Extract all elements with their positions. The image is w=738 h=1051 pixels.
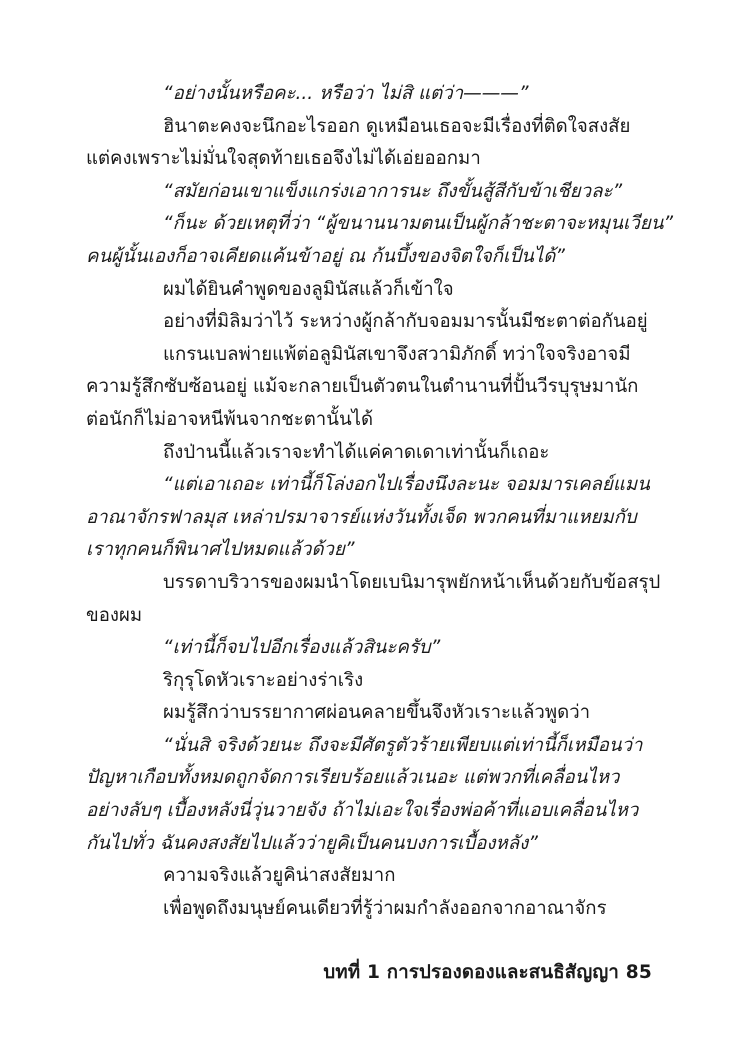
paragraph <box>86 176 652 209</box>
paragraph <box>86 78 652 111</box>
page-body <box>86 78 674 925</box>
text-line: ปัญหาเกือบทั้งหมดถูกจัดการเรียบร้อยแล้วเนอะ แต่พวกที่เคลื่อนไหว <box>86 767 620 789</box>
text-line: อาณาจักรฟาลมุส เหล่าปรมาจารย์แห่งวันทั้งเจ็ด พวกคนที่มาแหยมกับ <box>86 506 637 528</box>
paragraph <box>86 111 652 144</box>
paragraph <box>86 469 652 502</box>
chapter-title-page-number: บทที่ 1 การปรองดองและสนธิสัญญา 85 <box>323 962 652 983</box>
paragraph-continuation <box>86 404 652 437</box>
text-line: ผมได้ยินคำพูดของลูมินัสแล้วก็เข้าใจ <box>163 278 454 300</box>
text-line: “สมัยก่อนเขาแข็งแกร่งเอาการนะ ถึงขั้นสู้สีกับข้าเชียวละ” <box>163 180 623 202</box>
paragraph <box>86 730 652 763</box>
paragraph <box>86 665 652 698</box>
paragraph <box>86 567 661 600</box>
text-line: ถึงป่านนี้แล้วเราจะทำได้แค่คาดเดาเท่านั้นก็เถอะ <box>163 441 550 463</box>
text-line: บรรดาบริวารของผมนำโดยเบนิมารุพยักหน้าเห็นด้วยกับข้อสรุป <box>163 571 661 593</box>
paragraph <box>86 632 652 665</box>
paragraph-continuation <box>86 828 652 861</box>
paragraph <box>86 697 652 730</box>
text-line: “เท่านี้ก็จบไปอีกเรื่องแล้วสินะครับ” <box>163 637 441 659</box>
paragraph <box>86 437 652 470</box>
text-line: อย่างที่มิลิมว่าไว้ ระหว่างผู้กล้ากับจอมมารนั้นมีชะตาต่อกันอยู่ <box>163 311 648 333</box>
text-line: ความรู้สึกซับซ้อนอยู่ แม้จะกลายเป็นตัวตนในตำนานที่ปั้นวีรบุรุษมานัก <box>86 376 639 398</box>
text-line: อย่างลับๆ เบื้องหลังนี่วุ่นวายจัง ถ้าไม่เอะใจเรื่องพ่อค้าที่แอบเคลื่อนไหว <box>86 800 639 822</box>
text-line: ต่อนักก็ไม่อาจหนีพ้นจากชะตานั้นได้ <box>86 408 374 430</box>
paragraph <box>86 306 652 339</box>
paragraph-continuation <box>86 241 652 274</box>
text-line: ริกุรุโดหัวเราะอย่างร่าเริง <box>163 669 364 691</box>
page-footer <box>323 958 652 987</box>
text-line: คนผู้นั้นเองก็อาจเคียดแค้นข้าอยู่ ณ ก้นบึ้งของจิตใจก็เป็นได้” <box>86 245 565 267</box>
paragraph <box>86 860 652 893</box>
text-line: ความจริงแล้วยูคิน่าสงสัยมาก <box>163 865 396 887</box>
paragraph-continuation <box>86 502 652 535</box>
paragraph <box>86 339 652 372</box>
paragraph-continuation <box>86 600 652 633</box>
paragraph <box>86 893 652 926</box>
text-line: “อย่างนั้นหรือคะ... หรือว่า ไม่สิ แต่ว่า———” <box>163 83 529 104</box>
paragraph-continuation <box>86 795 652 828</box>
paragraph <box>86 274 652 307</box>
text-line: แกรนเบลพ่ายแพ้ต่อลูมินัสเขาจึงสวามิภักดิ์ ทว่าใจจริงอาจมี <box>163 343 631 365</box>
paragraph <box>86 208 674 241</box>
paragraph-continuation <box>86 534 652 567</box>
text-line: “ก็นะ ด้วยเหตุที่ว่า “ผู้ขนานนามตนเป็นผู้กล้าชะตาจะหมุนเวียน” <box>163 213 674 235</box>
text-line: ฮินาตะคงจะนึกอะไรออก ดูเหมือนเธอจะมีเรื่องที่ติดใจสงสัย <box>163 115 631 137</box>
text-line: เพื่อพูดถึงมนุษย์คนเดียวที่รู้ว่าผมกำลังออกจากอาณาจักร <box>163 897 607 919</box>
paragraph-continuation <box>86 143 652 176</box>
text-line: เราทุกคนก็พินาศไปหมดแล้วด้วย” <box>86 539 355 561</box>
text-line: ผมรู้สึกว่าบรรยากาศผ่อนคลายขึ้นจึงหัวเราะแล้วพูดว่า <box>163 702 591 724</box>
text-line: แต่คงเพราะไม่มั่นใจสุดท้ายเธอจึงไม่ได้เอ่ยออกมา <box>86 148 481 170</box>
text-line: “นั่นสิ จริงด้วยนะ ถึงจะมีศัตรูตัวร้ายเพียบแต่เท่านี้ก็เหมือนว่า <box>163 734 643 756</box>
paragraph-continuation <box>86 371 652 404</box>
text-line: ของผม <box>86 604 143 626</box>
paragraph-continuation <box>86 762 652 795</box>
text-line: กันไปทั่ว ฉันคงสงสัยไปแล้วว่ายูคิเป็นคนบงการเบื้องหลัง” <box>86 832 538 854</box>
text-line: “แต่เอาเถอะ เท่านี้ก็โล่งอกไปเรื่องนึงละนะ จอมมารเคลย์แมน <box>163 474 650 496</box>
